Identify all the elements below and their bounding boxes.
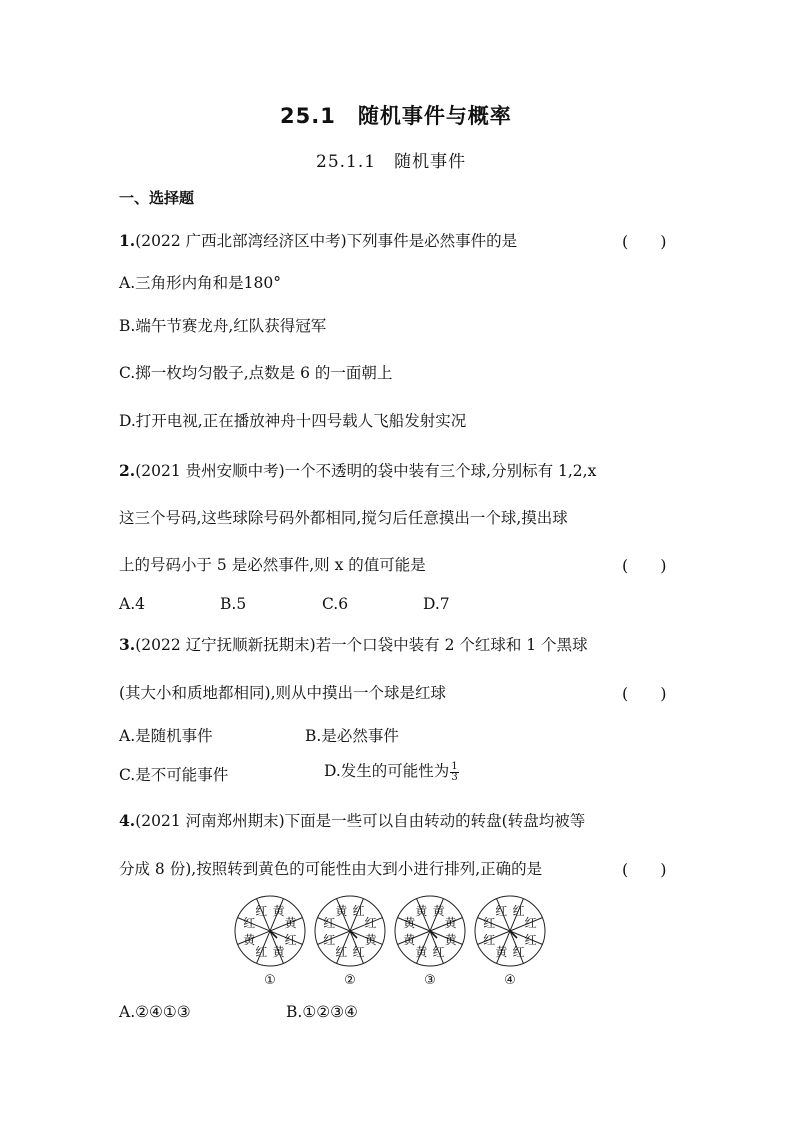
q4-line-1 [119,809,585,831]
spinner-wheel-4 [475,896,545,988]
wheel-sector-label: 红 [243,915,256,930]
q3-option-d-text: D.发生的可能性为 [324,762,450,780]
q2-answer-blank: ( ) [622,556,667,575]
wheel-sector-label: 黄 [364,933,377,948]
wheel-sector-label: 黄 [415,945,428,960]
q2-option-c: C.6 [322,595,349,613]
q4-line-1-text: (2021 河南郑州期末)下面是一些可以自由转动的转盘(转盘均被等 [135,812,586,830]
wheel-sector-label: 红 [483,933,496,948]
wheel-sector-label: 红 [323,933,336,948]
q3-option-c: C.是不可能事件 [119,766,229,784]
spinner-wheel-3 [395,896,465,988]
q2-line-1-text: (2021 贵州安顺中考)一个不透明的袋中装有三个球,分别标有 1,2,x [135,462,597,480]
q2-line-3: 上的号码小于 5 是必然事件,则 x 的值可能是 [119,556,426,574]
spinner-wheels-figure [230,893,570,993]
wheel-sector-label: 红 [495,903,508,918]
q4-option-b: B.①②③④ [286,1003,358,1021]
q3-option-b: B.是必然事件 [305,727,399,745]
wheel-sector-label: 黄 [243,933,256,948]
wheel-sector-label: 红 [432,945,445,960]
wheel-sector-label: 红 [323,915,336,930]
wheel-sector-label: 红 [352,903,365,918]
spinner-wheel-1 [235,896,305,988]
q1-option-c: C.掷一枚均匀骰子,点数是 6 的一面朝上 [119,364,393,382]
wheel-sector-label: 红 [524,933,537,948]
q3-number: 3. [119,635,136,654]
q1-stem [119,229,517,251]
wheel-sector-label: 红 [524,915,537,930]
q1-text: (2022 广西北部湾经济区中考)下列事件是必然事件的是 [135,232,518,250]
q3-line-2: (其大小和质地都相同),则从中摸出一个球是红球 [119,684,447,702]
q4-line-2: 分成 8 份),按照转到黄色的可能性由大到小进行排列,正确的是 [119,860,543,878]
q2-line-2: 这三个号码,这些球除号码外都相同,搅匀后任意摸出一个球,摸出球 [119,509,568,527]
page-title: 25.1 随机事件与概率 [280,104,512,128]
wheel-sector-label: 黄 [403,933,416,948]
wheel-sector-label: 黄 [272,945,285,960]
q2-option-b: B.5 [220,595,247,613]
wheel-sector-label: 红 [512,903,525,918]
wheel-sector-label: 黄 [335,903,348,918]
q1-option-b: B.端午节赛龙舟,红队获得冠军 [119,317,327,335]
wheel-sector-label: 黄 [444,933,457,948]
wheel-caption: ② [344,973,356,988]
q3-line-1 [119,633,588,655]
q4-answer-blank: ( ) [622,860,667,879]
q4-number: 4. [119,811,136,830]
wheel-sector-label: 黄 [432,903,445,918]
q1-option-d: D.打开电视,正在播放神舟十四号载人飞船发射实况 [119,412,467,430]
section-heading: 一、选择题 [119,189,195,207]
wheel-sector-label: 红 [483,915,496,930]
wheel-sector-label: 红 [512,945,525,960]
wheel-caption: ① [264,973,276,988]
q4-option-a: A.②④①③ [119,1003,191,1021]
wheel-caption: ④ [504,973,516,988]
wheel-sector-label: 黄 [444,915,457,930]
q3-option-d [324,759,459,783]
q1-number: 1. [119,231,136,250]
wheel-sector-label: 红 [255,945,268,960]
wheel-sector-label: 黄 [415,903,428,918]
wheel-sector-label: 红 [335,945,348,960]
wheel-sector-label: 黄 [284,915,297,930]
wheel-sector-label: 红 [284,933,297,948]
q3-option-a: A.是随机事件 [119,727,213,745]
wheel-sector-label: 黄 [495,945,508,960]
q1-answer-blank: ( ) [622,232,667,251]
q1-option-a: A.三角形内角和是180° [119,274,281,292]
wheel-sector-label: 红 [255,903,268,918]
q3-line-1-text: (2022 辽宁抚顺新抚期末)若一个口袋中装有 2 个红球和 1 个黑球 [135,636,588,654]
wheel-sector-label: 红 [364,915,377,930]
fraction-denominator: 3 [451,771,458,783]
spinner-wheel-2 [315,896,385,988]
q2-option-a: A.4 [119,595,145,613]
wheel-caption: ③ [424,973,436,988]
q2-option-d: D.7 [423,595,450,613]
wheel-sector-label: 黄 [272,903,285,918]
wheel-sector-label: 红 [352,945,365,960]
q3-option-d-fraction [450,762,458,783]
q2-number: 2. [119,461,136,480]
fraction-numerator: 1 [451,760,458,772]
q3-answer-blank: ( ) [622,684,667,703]
page-subtitle: 25.1.1 随机事件 [316,152,467,172]
wheel-sector-label: 黄 [403,915,416,930]
q2-line-1 [119,459,596,481]
